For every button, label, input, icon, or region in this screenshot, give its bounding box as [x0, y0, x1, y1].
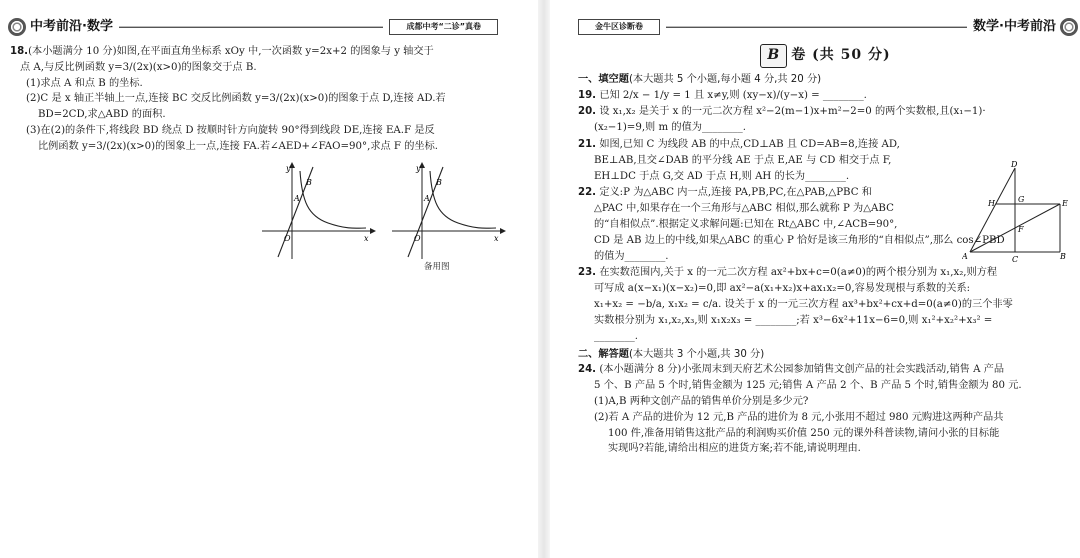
- x-axis-arrow: [370, 228, 376, 234]
- section-b-text: 卷 (共 50 分): [791, 47, 891, 63]
- origin-label: O: [284, 233, 291, 243]
- point-a-label: A: [424, 193, 430, 203]
- right-exam-tag: 金牛区诊断卷: [578, 19, 660, 35]
- spare-graph-caption: 备用图: [424, 261, 450, 272]
- label-d: D: [1011, 160, 1018, 169]
- q18-sub-2-line-1: (2)C 是 x 轴正半轴上一点,连接 BC 交反比例函数 y=3/(2x)(x>0)的图象于点 D,连接 AD.若: [26, 93, 446, 105]
- right-header: [578, 16, 1078, 38]
- label-c: C: [1012, 255, 1019, 264]
- point-b-label: B: [306, 177, 312, 187]
- question-number: 18.: [10, 46, 29, 57]
- y-label: y: [286, 163, 291, 173]
- x-label: x: [494, 233, 499, 243]
- q18-graphs: [10, 161, 510, 271]
- target-circle-icon: [8, 18, 26, 36]
- label-b: B: [1060, 252, 1066, 261]
- right-page: [548, 0, 1080, 558]
- q18-sub-3-line-2: 比例函数 y=3/(2x)(x>0)的图象上一点,连接 FA.若∠AED+∠FAO=90°,求点 F 的坐标.: [38, 140, 439, 152]
- segment-ad: [970, 168, 1015, 252]
- q18-sub-1: (1)求点 A 和点 B 的坐标.: [26, 77, 143, 89]
- left-exam-tag: 成都中考“二诊”真卷: [389, 19, 498, 35]
- x-label: x: [364, 233, 369, 243]
- section-b-letter: B: [760, 44, 787, 68]
- fill-blank-section-title: 一、填空题(本大题共 5 个小题,每小题 4 分,共 20 分): [578, 73, 822, 85]
- section-b-title: [578, 44, 1073, 68]
- label-h: H: [988, 199, 995, 208]
- target-circle-icon: [1060, 18, 1078, 36]
- left-brand: 中考前沿·数学: [30, 18, 113, 34]
- origin-label: O: [414, 233, 421, 243]
- header-rule: [119, 27, 384, 28]
- q18-graph-main: [258, 161, 376, 261]
- question-18: [10, 44, 510, 155]
- q18-graph-spare: [388, 161, 506, 261]
- left-header: [8, 16, 498, 38]
- question-21: 21. 如图,已知 C 为线段 AB 的中点,CD⊥AB 且 CD=AB=8,连接 AD, BE⊥AB,且交∠DAB 的平分线 AE 于点 E,AE 与 CD 相交于点 F, EH⊥DC 于点 G,交 AD 于点 H,则 AH 的长为________.: [578, 138, 900, 182]
- point-b-label: B: [436, 177, 442, 187]
- question-23: 23. 在实数范围内,关于 x 的一元二次方程 ax²+bx+c=0(a≠0)的两个根分别为 x₁,x₂,则方程 可写成 a(x−x₁)(x−x₂)=0,即 ax²−a(x₁+x₂)x+ax₁x₂=0,容易发现根与系数的关系: x₁+x₂ = −b/a, x₁x₂ = c/a. 设关于 x 的一元三次方程 ax³+bx²+cx+d=0(a≠0)的三个非零 实数根分别为 x₁,x₂,x₃,则 x₁x₂x₃ = ________;若 x³−6x²+11x−6=0,则 x₁²+x₂²+x₃² = ________.: [578, 267, 1013, 342]
- answer-section-title: 二、解答题(本大题共 3 个小题,共 30 分): [578, 348, 765, 360]
- q21-geometry-figure: [962, 160, 1068, 264]
- question-24: 24. (本小题满分 8 分)小张周末到天府艺术公园参加销售文创产品的社会实践活动,销售 A 产品 5 个、B 产品 5 个时,销售金额为 125 元;销售 A 产品 2 个、B 产品 5 个时,销售金额为 80 元. (1)A,B 两种文创产品的销售单价分别是多少元? (2)若 A 产品的进价为 12 元,B 产品的进价为 8 元,小张用不超过 980 元购进这两种产品共 100 件,准备用销售这批产品的利润购买价值 250 元的课外科普读物,请问小张的目标能 实现吗?若能,请给出相应的进货方案;若不能,请说明理由.: [578, 364, 1022, 455]
- q18-line-1: (本小题满分 10 分)如图,在平面直角坐标系 xOy 中,一次函数 y=2x+2 的图象与 y 轴交于: [28, 46, 434, 57]
- label-g: G: [1018, 195, 1025, 204]
- right-brand: 数学·中考前沿: [973, 18, 1056, 34]
- x-axis-arrow: [500, 228, 506, 234]
- q18-sub-3-line-1: (3)在(2)的条件下,将线段 BD 绕点 D 按顺时针方向旋转 90°得到线段 DE,连接 EA.F 是反: [26, 125, 435, 137]
- q18-sub-2-line-2: BD=2CD,求△ABD 的面积.: [38, 109, 166, 121]
- left-content: [10, 44, 510, 271]
- q18-line-2: 点 A,与反比例函数 y=3/(2x)(x>0)的图象交于点 B.: [20, 61, 257, 73]
- label-a: A: [962, 252, 968, 261]
- header-rule: [666, 27, 967, 28]
- label-f: F: [1018, 225, 1024, 234]
- question-22: 22. 定义:P 为△ABC 内一点,连接 PA,PB,PC,在△PAB,△PBC 和 △PAC 中,如果存在一个三角形与△ABC 相似,那么就称 P 为△ABC 的“自相似点”.根据定义求解问题:已知在 Rt△ABC 中,∠ACB=90°, CD 是 AB 边上的中线,如果△ABC 的重心 P 恰好是该三角形的“自相似点”,那么 cos∠PBD 的值为________.: [578, 187, 1005, 262]
- question-20: 20. 设 x₁,x₂ 是关于 x 的一元二次方程 x²−2(m−1)x+m²−2=0 的两个实数根,且(x₁−1)· (x₂−1)=9,则 m 的值为________.: [578, 106, 986, 134]
- point-a-label: A: [294, 193, 300, 203]
- label-e: E: [1062, 199, 1068, 208]
- y-label: y: [416, 163, 421, 173]
- question-19: 19. 已知 2/x − 1/y = 1 且 x≠y,则 (xy−x)/(y−x) = ________.: [578, 89, 867, 101]
